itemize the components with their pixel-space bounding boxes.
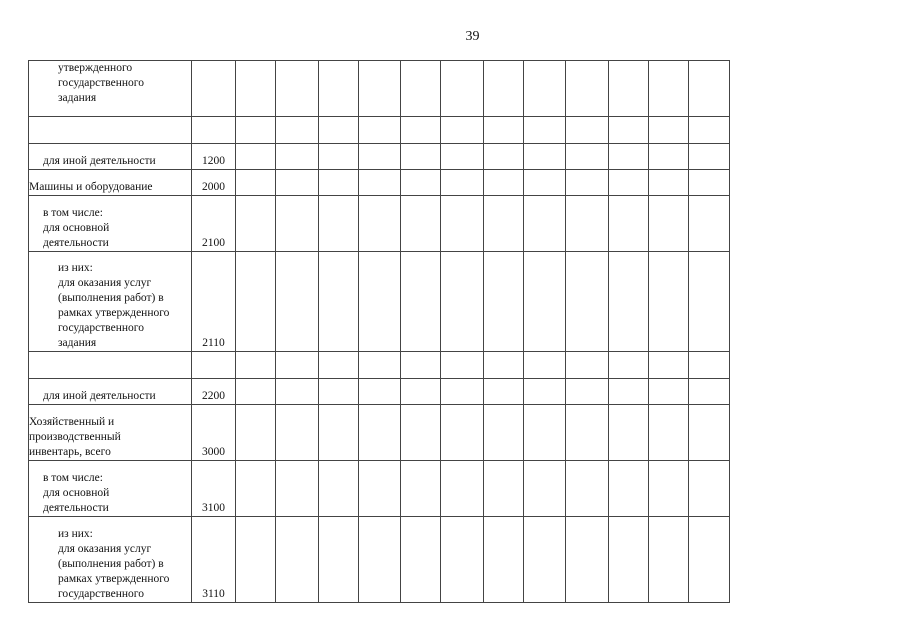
- value-cell: [401, 170, 441, 196]
- table-row: [29, 352, 730, 379]
- value-cell: [609, 461, 649, 517]
- value-cell: [689, 61, 730, 117]
- value-cell: [319, 352, 359, 379]
- value-cell: [319, 144, 359, 170]
- value-cell: [236, 61, 276, 117]
- value-cell: [401, 405, 441, 461]
- value-cell: [276, 252, 319, 352]
- value-cell: [566, 170, 609, 196]
- table-row: [29, 461, 730, 517]
- value-cell: [319, 170, 359, 196]
- value-cell: [441, 252, 484, 352]
- report-table: [28, 60, 730, 603]
- value-cell: [609, 405, 649, 461]
- value-cell: [609, 170, 649, 196]
- value-cell: [689, 461, 730, 517]
- value-cell: [319, 252, 359, 352]
- value-cell: [236, 461, 276, 517]
- value-cell: [441, 196, 484, 252]
- value-cell: [441, 144, 484, 170]
- table-row: [29, 196, 730, 252]
- value-cell: [609, 352, 649, 379]
- value-cell: [441, 352, 484, 379]
- value-cell: [524, 117, 566, 144]
- value-cell: [441, 117, 484, 144]
- page-number: 39: [465, 29, 480, 44]
- row-code: 3000: [192, 405, 236, 461]
- value-cell: [609, 517, 649, 603]
- table-row: [29, 144, 730, 170]
- row-code: [192, 117, 236, 144]
- value-cell: [276, 379, 319, 405]
- value-cell: [649, 196, 689, 252]
- row-label-cell: [29, 352, 192, 379]
- value-cell: [484, 352, 524, 379]
- row-label-cell: [29, 144, 192, 170]
- row-label: утвержденного государственного задания: [58, 62, 144, 104]
- value-cell: [276, 405, 319, 461]
- row-code: 2110: [192, 252, 236, 352]
- value-cell: [609, 379, 649, 405]
- table-row: [29, 170, 730, 196]
- row-label-cell: [29, 517, 192, 603]
- row-code: [192, 61, 236, 117]
- value-cell: [319, 517, 359, 603]
- row-code: 2100: [192, 196, 236, 252]
- value-cell: [319, 117, 359, 144]
- row-label: в том числе: для основной деятельности: [43, 207, 110, 249]
- value-cell: [276, 517, 319, 603]
- value-cell: [566, 196, 609, 252]
- value-cell: [401, 517, 441, 603]
- value-cell: [276, 117, 319, 144]
- value-cell: [276, 461, 319, 517]
- value-cell: [524, 517, 566, 603]
- value-cell: [524, 170, 566, 196]
- value-cell: [441, 170, 484, 196]
- value-cell: [649, 405, 689, 461]
- value-cell: [524, 405, 566, 461]
- value-cell: [566, 461, 609, 517]
- row-code: [192, 352, 236, 379]
- value-cell: [484, 517, 524, 603]
- value-cell: [359, 405, 401, 461]
- value-cell: [484, 252, 524, 352]
- value-cell: [359, 252, 401, 352]
- value-cell: [524, 252, 566, 352]
- value-cell: [689, 170, 730, 196]
- value-cell: [566, 117, 609, 144]
- value-cell: [401, 461, 441, 517]
- value-cell: [236, 144, 276, 170]
- row-label: для иной деятельности: [43, 155, 156, 167]
- row-label-cell: [29, 196, 192, 252]
- value-cell: [649, 352, 689, 379]
- row-label: Машины и оборудование: [29, 181, 153, 193]
- value-cell: [649, 144, 689, 170]
- value-cell: [359, 461, 401, 517]
- table-row: [29, 405, 730, 461]
- value-cell: [276, 352, 319, 379]
- value-cell: [441, 61, 484, 117]
- value-cell: [441, 517, 484, 603]
- value-cell: [401, 352, 441, 379]
- value-cell: [319, 405, 359, 461]
- value-cell: [276, 170, 319, 196]
- value-cell: [236, 196, 276, 252]
- row-label-cell: [29, 117, 192, 144]
- row-label: в том числе: для основной деятельности: [43, 472, 110, 514]
- value-cell: [276, 144, 319, 170]
- value-cell: [566, 379, 609, 405]
- table-row: [29, 379, 730, 405]
- value-cell: [649, 117, 689, 144]
- value-cell: [319, 379, 359, 405]
- value-cell: [276, 196, 319, 252]
- value-cell: [441, 405, 484, 461]
- value-cell: [689, 117, 730, 144]
- row-label-cell: [29, 379, 192, 405]
- row-code: 1200: [192, 144, 236, 170]
- value-cell: [401, 117, 441, 144]
- value-cell: [566, 405, 609, 461]
- value-cell: [236, 352, 276, 379]
- row-label: Хозяйственный и производственный инвентарь, всего: [29, 416, 121, 458]
- table-row: [29, 517, 730, 603]
- value-cell: [649, 61, 689, 117]
- value-cell: [566, 517, 609, 603]
- value-cell: [441, 379, 484, 405]
- row-code: 2000: [192, 170, 236, 196]
- row-label: для иной деятельности: [43, 390, 156, 402]
- row-code: 3110: [192, 517, 236, 603]
- value-cell: [609, 252, 649, 352]
- value-cell: [236, 170, 276, 196]
- value-cell: [524, 144, 566, 170]
- value-cell: [484, 379, 524, 405]
- value-cell: [484, 196, 524, 252]
- value-cell: [524, 379, 566, 405]
- value-cell: [484, 61, 524, 117]
- row-label-cell: [29, 170, 192, 196]
- value-cell: [689, 405, 730, 461]
- value-cell: [359, 144, 401, 170]
- value-cell: [649, 379, 689, 405]
- value-cell: [524, 461, 566, 517]
- value-cell: [566, 61, 609, 117]
- value-cell: [359, 517, 401, 603]
- value-cell: [401, 61, 441, 117]
- value-cell: [441, 461, 484, 517]
- value-cell: [566, 144, 609, 170]
- value-cell: [359, 196, 401, 252]
- value-cell: [236, 405, 276, 461]
- value-cell: [359, 61, 401, 117]
- value-cell: [689, 517, 730, 603]
- row-code: 2200: [192, 379, 236, 405]
- value-cell: [236, 517, 276, 603]
- value-cell: [609, 144, 649, 170]
- value-cell: [484, 405, 524, 461]
- value-cell: [319, 461, 359, 517]
- value-cell: [319, 196, 359, 252]
- value-cell: [236, 379, 276, 405]
- row-label-cell: [29, 252, 192, 352]
- table-row: [29, 252, 730, 352]
- row-label-cell: [29, 61, 192, 117]
- value-cell: [359, 379, 401, 405]
- row-label-cell: [29, 405, 192, 461]
- value-cell: [401, 379, 441, 405]
- value-cell: [689, 252, 730, 352]
- row-label: из них: для оказания услуг (выполнения работ) в рамках утвержденного государственного задания: [58, 262, 170, 349]
- value-cell: [401, 196, 441, 252]
- value-cell: [401, 144, 441, 170]
- value-cell: [649, 252, 689, 352]
- value-cell: [689, 352, 730, 379]
- value-cell: [649, 517, 689, 603]
- row-code: 3100: [192, 461, 236, 517]
- value-cell: [609, 61, 649, 117]
- value-cell: [484, 170, 524, 196]
- value-cell: [401, 252, 441, 352]
- value-cell: [689, 144, 730, 170]
- value-cell: [649, 170, 689, 196]
- value-cell: [236, 252, 276, 352]
- value-cell: [609, 196, 649, 252]
- row-label: из них: для оказания услуг (выполнения работ) в рамках утвержденного государственного: [58, 528, 170, 600]
- value-cell: [484, 461, 524, 517]
- row-label-cell: [29, 461, 192, 517]
- value-cell: [689, 379, 730, 405]
- table-row: [29, 61, 730, 117]
- value-cell: [276, 61, 319, 117]
- value-cell: [609, 117, 649, 144]
- value-cell: [484, 117, 524, 144]
- value-cell: [566, 252, 609, 352]
- value-cell: [524, 352, 566, 379]
- value-cell: [359, 170, 401, 196]
- value-cell: [359, 352, 401, 379]
- value-cell: [689, 196, 730, 252]
- value-cell: [236, 117, 276, 144]
- value-cell: [359, 117, 401, 144]
- value-cell: [566, 352, 609, 379]
- value-cell: [524, 196, 566, 252]
- table-row: [29, 117, 730, 144]
- value-cell: [524, 61, 566, 117]
- value-cell: [649, 461, 689, 517]
- value-cell: [484, 144, 524, 170]
- value-cell: [319, 61, 359, 117]
